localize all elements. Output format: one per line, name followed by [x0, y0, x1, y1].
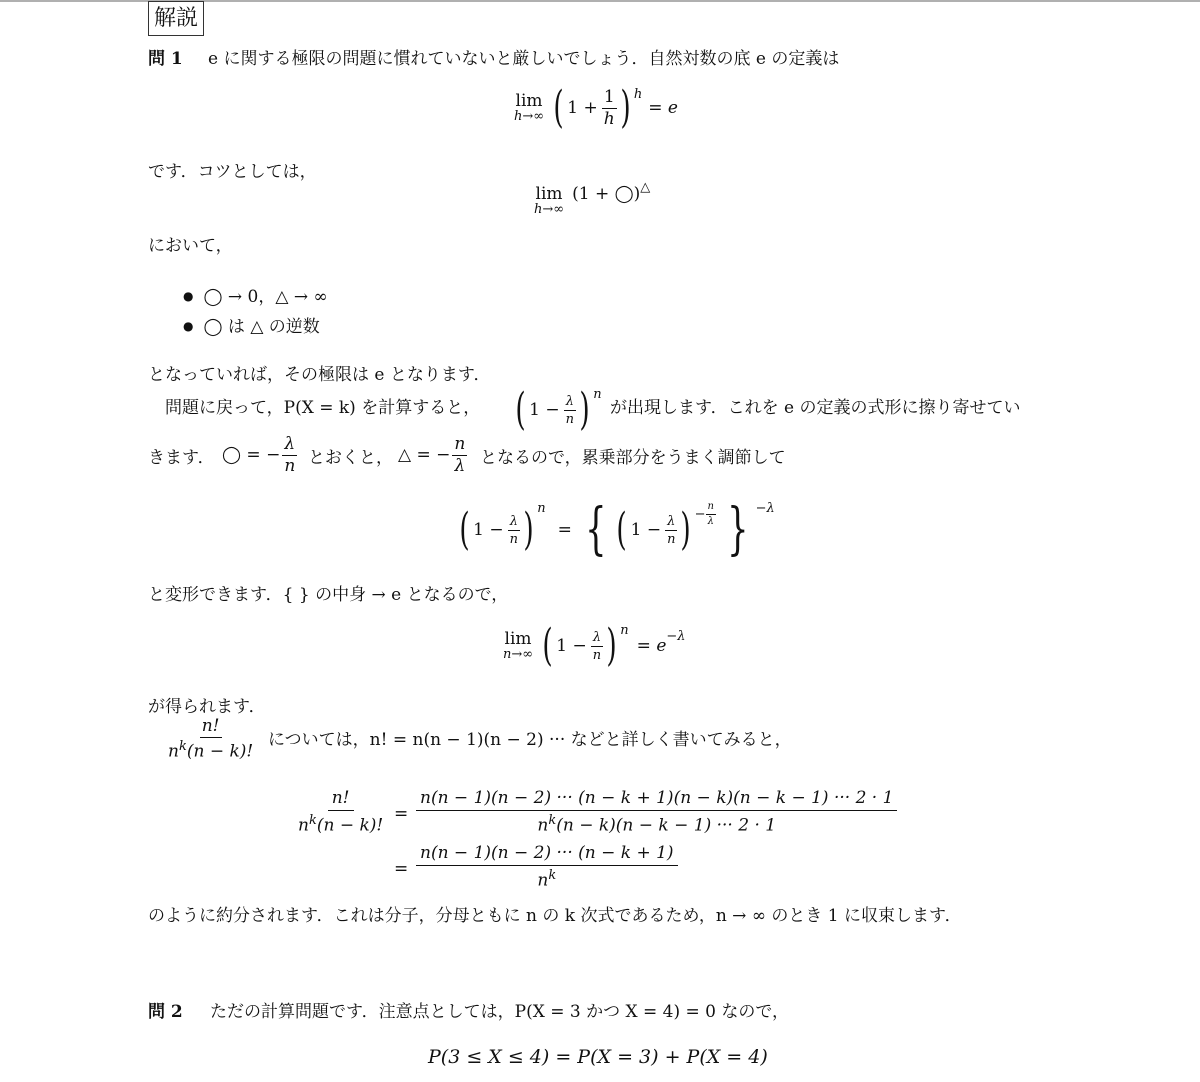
q1-obtained: が得られます．	[148, 697, 266, 717]
frac-lhs: $\frac{n!}{n^k(n - k)!}$	[298, 788, 384, 836]
q1-intro: e に関する極限の問題に慣れていないと厳しいでしょう．自然対数の底 e の定義は	[208, 49, 840, 69]
paren-right: )	[620, 82, 631, 133]
q1-back-post: が出現します．これを e の定義の式形に擦り寄せてい	[610, 398, 1021, 418]
eq-limit-result: lim n→∞ ( 1 − $\frac{\lambda}{n}$ ) n = e −λ	[503, 620, 686, 671]
equals-sign-1: =	[394, 804, 409, 824]
frac-full-expansion: $\frac{n(n - 1)(n - 2) \cdot\cdot\cdot (n - k + 1)(n - k)(n - k - 1) \cdot\cdot\cdot 2 \cdot 1}{n^k(n - k)(n - k - 1) \cdot\cdot\cdot 2 \cdot 1}$	[416, 790, 897, 835]
q1-set-triangle: となるので，累乗部分をうまく調節して	[480, 448, 786, 468]
eq-circle-def: ◯ = − $\frac{\lambda}{n}$	[222, 434, 296, 476]
q2-equation: P(3 ≤ X ≤ 4) = P(X = 3) + P(X = 4)	[428, 1046, 768, 1068]
page-title	[148, 8, 204, 30]
expr-1-minus-lambda-over-n: ( 1 − $\frac{\lambda}{n}$ ) n	[515, 384, 602, 435]
frac-binom-inline: $\frac{n!}{n^k(n - k)!}$	[168, 716, 254, 762]
q1-about: については，n! = n(n − 1)(n − 2) ··· などと詳しく書いてみると，	[268, 730, 792, 750]
exponent-h: h	[633, 87, 643, 102]
equals-sign-2: =	[394, 859, 409, 879]
eq-transformation: ( 1 − $\frac{\lambda}{n}$ ) n = { ( 1 − $\frac{\lambda}{n}$ ) − $\frac{n}{\lambda}$ } −λ	[459, 497, 775, 562]
paren-left: (	[553, 82, 564, 133]
frac-1-over-h: $\frac{1}{h}$	[603, 86, 615, 129]
q1-transform: と変形できます．{ } の中身 → e となるので，	[148, 585, 509, 605]
q1-after-def: です．コツとしては，	[148, 162, 317, 182]
bullet-item: ● ◯ は △ の逆数	[183, 319, 320, 336]
eq-generic-limit: lim h→∞ (1 + ◯) △	[534, 179, 651, 217]
bullet-item: ● ◯ → 0，△ → ∞	[183, 289, 328, 306]
q2-text: ただの計算問題です．注意点としては，P(X = 3 かつ X = 4) = 0 なので，	[210, 1002, 790, 1022]
q1-back-pre: 問題に戻って，P(X = k) を計算すると，	[165, 398, 481, 418]
lim-h: lim h→∞	[514, 91, 545, 124]
eq-e-definition: lim h→∞ ( 1 + $\frac{1}{h}$ ) h = e	[514, 82, 678, 133]
q1-label: 問 1	[148, 49, 183, 69]
eq-triangle-def: △ = − $\frac{n}{\lambda}$	[398, 434, 466, 476]
title-box: 解説	[148, 1, 204, 36]
q1-in: において，	[148, 236, 233, 256]
q1-set-circle: とおくと，	[308, 448, 393, 468]
q2-label: 問 2	[148, 1002, 183, 1022]
q1-kimasu: きます．	[148, 448, 215, 468]
frac-reduced: $\frac{n(n - 1)(n - 2) \cdot\cdot\cdot (n - k + 1)}{n^k}$	[416, 845, 678, 890]
q1-conclusion: となっていれば，その極限は e となります．	[148, 365, 491, 385]
q1-reduce: のように約分されます．これは分子，分母ともに n の k 次式であるため，n → ∞ のとき 1 に収束します．	[148, 906, 962, 926]
